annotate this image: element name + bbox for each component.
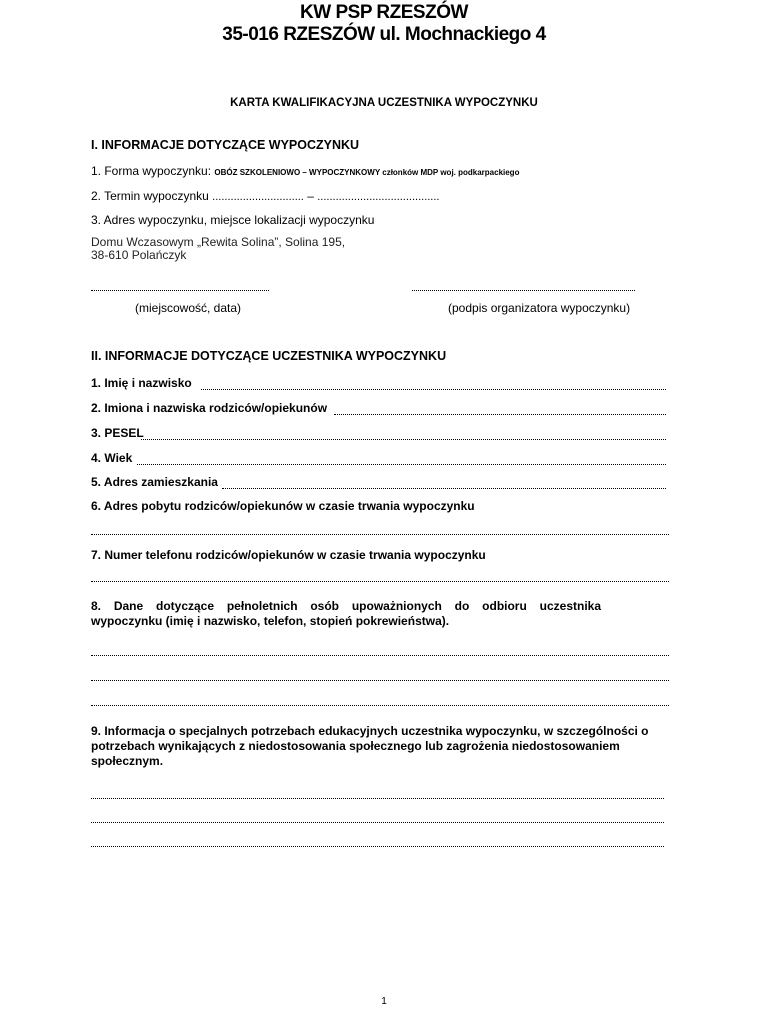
form-title: KARTA KWALIFIKACYJNA UCZESTNIKA WYPOCZYNKU	[230, 97, 538, 109]
adres-pobytu-blank[interactable]	[91, 534, 669, 535]
field-rodzice: 2. Imiona i nazwiska rodziców/opiekunów	[91, 401, 328, 415]
rodzice-blank[interactable]	[334, 414, 666, 415]
upowaznione-blank-3[interactable]	[91, 705, 669, 706]
specjalne-potrzeby-blank-1[interactable]	[91, 798, 664, 799]
page-number: 1	[381, 996, 387, 1007]
section-1-heading: I. INFORMACJE DOTYCZĄCE WYPOCZYNKU	[91, 138, 360, 152]
adres-line-1: Domu Wczasowym „Rewita Solina”, Solina 195,	[91, 235, 346, 249]
upowaznione-blank-2[interactable]	[91, 680, 669, 681]
field-adres-wypoczynku: 3. Adres wypoczynku, miejsce lokalizacji wypoczynku	[91, 213, 375, 227]
organization-name: KW PSP RZESZÓW	[300, 2, 468, 23]
signature-blank[interactable]	[412, 290, 635, 291]
field-upowaznione-osoby-line1: 8. Dane dotyczące pełnoletnich osób upoważnionych do odbioru uczestnika	[91, 599, 601, 613]
section-2-heading: II. INFORMACJE DOTYCZĄCE UCZESTNIKA WYPOCZYNKU	[91, 349, 447, 363]
wiek-blank[interactable]	[137, 464, 666, 465]
pesel-blank[interactable]	[141, 439, 666, 440]
termin-from-blank[interactable]: ..............................	[212, 191, 304, 203]
field-adres-pobytu: 6. Adres pobytu rodziców/opiekunów w czasie trwania wypoczynku	[91, 499, 475, 513]
termin-to-blank[interactable]: ........................................	[317, 191, 440, 203]
imie-nazwisko-blank[interactable]	[201, 389, 666, 390]
specjalne-potrzeby-blank-2[interactable]	[91, 822, 664, 823]
upowaznione-blank-1[interactable]	[91, 655, 669, 656]
organization-address: 35-016 RZESZÓW ul. Mochnackiego 4	[222, 24, 546, 45]
adres-zamieszkania-blank[interactable]	[222, 488, 666, 489]
field-forma-wypoczynku	[91, 164, 519, 178]
specjalne-potrzeby-blank-3[interactable]	[91, 846, 664, 847]
field-telefon: 7. Numer telefonu rodziców/opiekunów w czasie trwania wypoczynku	[91, 548, 486, 562]
field-pesel: 3. PESEL	[91, 426, 144, 440]
field-wiek: 4. Wiek	[91, 451, 133, 465]
field-specjalne-potrzeby: 9. Informacja o specjalnych potrzebach edukacyjnych uczestnika wypoczynku, w szczególności o potrzebach wynikających z niedostosowania społecznego lub zagrożenia niedostosowaniem społecznym.	[91, 724, 649, 768]
field-imie-nazwisko: 1. Imię i nazwisko	[91, 376, 192, 390]
forma-value: OBÓZ SZKOLENIOWO – WYPOCZYNKOWY członków MDP woj. podkarpackiego	[214, 168, 520, 177]
termin-label: 2. Termin wypoczynku	[91, 189, 209, 203]
forma-label: 1. Forma wypoczynku:	[91, 164, 212, 178]
adres-line-2: 38-610 Polańczyk	[91, 248, 187, 262]
field-adres-zamieszkania: 5. Adres zamieszkania	[91, 475, 218, 489]
place-date-blank[interactable]	[91, 290, 269, 291]
place-date-label: (miejscowość, data)	[135, 301, 242, 315]
field-termin-wypoczynku	[91, 189, 439, 203]
termin-dash: –	[307, 189, 314, 203]
telefon-blank[interactable]	[91, 581, 669, 582]
signature-label: (podpis organizatora wypoczynku)	[448, 301, 631, 315]
field-upowaznione-osoby-line2: wypoczynku (imię i nazwisko, telefon, stopień pokrewieństwa).	[91, 614, 450, 628]
